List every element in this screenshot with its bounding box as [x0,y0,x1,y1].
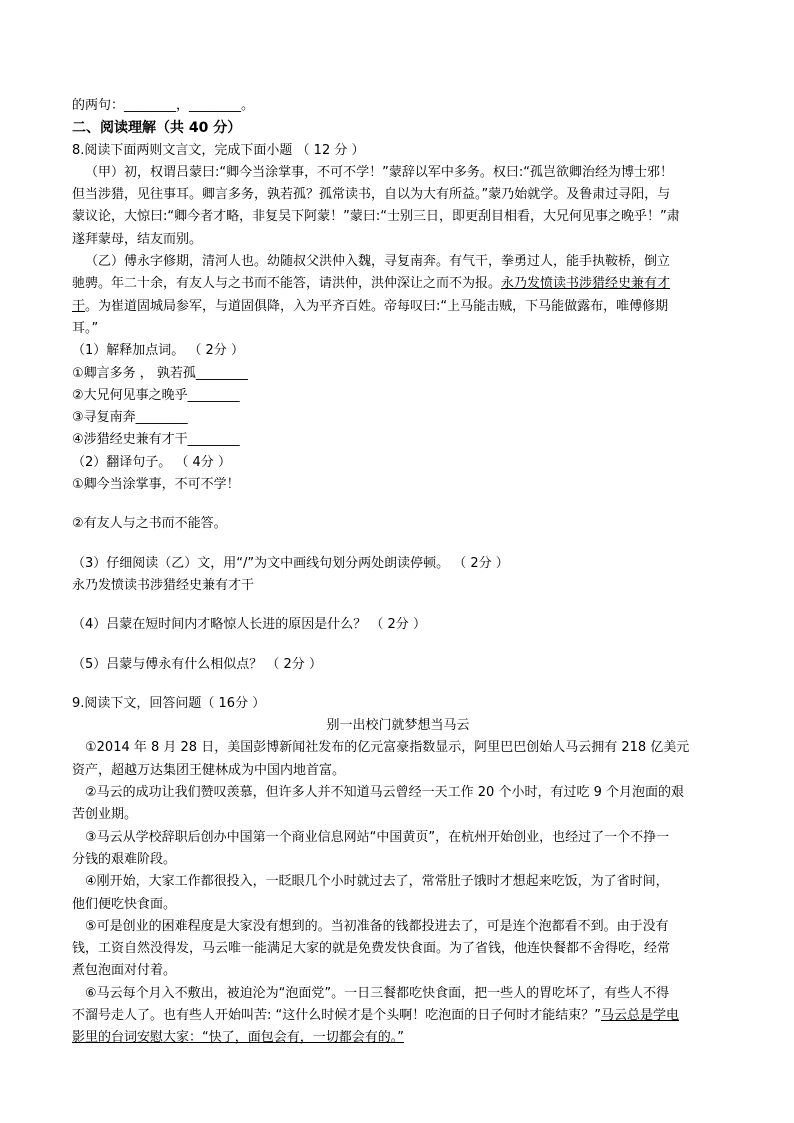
answer-space [72,536,724,553]
passage-line: 遂拜蒙母，结友而别。 [72,231,203,247]
q8-sub5-title: （5）吕蒙与傅永有什么相似点？ （ 2分 ） [72,656,322,672]
answer-space [72,676,724,693]
q8-sub1-item: ②大兄何见事之晚乎________ [72,387,240,403]
answer-space [72,496,724,513]
q8-sub3-sentence: 永乃发愤读书涉猎经史兼有才干 [72,577,255,593]
underlined-sentence-end: 干 [72,298,86,314]
article-line: ④刚开始，大家工作都很投入，一眨眼几个小时就过去了，常常肚子饿时才想起来吃饭，为了省时间， [85,874,669,890]
q8-sub3-title: （3）仔细阅读（乙）文，用“/”为文中画线句划分两处朗读停顿。 （ 2分 ） [72,555,509,571]
passage-line [72,296,724,318]
q8-passage-jia [72,162,724,251]
article-line [72,1005,724,1027]
article-line: 分钱的艰难阶段。 [72,851,177,867]
q9-title: 9.阅读下文，回答问题（ 16分 ） [72,695,266,711]
passage-line: 耳。” [72,320,99,336]
article-text: 不溜号走人了。也有些人开始叫苦: “这什么时候才是个头啊！吃泡面的日子何时才能结束？” [72,1007,601,1023]
underlined-sentence: 永乃发愤读书涉猎经史兼有才 [501,276,671,292]
passage-text: 。为崔道固城局参军，与道固俱降，入为平齐百姓。帝每叹曰:“上马能击贼，下马能做露布，唯傅修期 [85,298,669,314]
q8-title: 8.阅读下面两则文言文，完成下面小题 （ 12 分 ） [72,142,365,158]
article-line: 钱，工资自然没得发，马云唯一能满足大家的就是免费发快食面。为了省钱，他连快餐都不舍得吃，经常 [72,941,671,957]
article-line [72,1027,724,1049]
q9-article [72,737,724,1049]
passage-line: （甲）初，权谓吕蒙曰:“卿今当涂掌事，不可不学！”蒙辞以军中多务。权曰:“孤岂欲卿治经为博士邪！ [85,164,673,180]
q8-sub1-title: （1）解释加点词。 （ 2分 ） [72,343,244,359]
answer-space [72,637,724,654]
exam-page [72,95,724,1050]
passage-line: 蒙议论，大惊曰:“卿今者才略，非复吴下阿蒙！”蒙曰:“士别三日，即更刮目相看，大兄何见事之晚乎！”肃 [72,209,680,225]
section-title: 二、阅读理解（共 40 分） [72,120,242,137]
article-title: 别一出校门就梦想当马云 [326,718,470,734]
q8-passage-yi [72,251,724,340]
q8-sub1-item: ④涉猎经史兼有才干________ [72,432,240,448]
article-line: ⑥马云每个月入不敷出，被迫沦为“泡面党”。一日三餐都吃快食面，把一些人的胃吃坏了，有些人不得 [85,985,670,1001]
article-line: 煮包泡面对付着。 [72,963,177,979]
article-line: ③马云从学校辞职后创办中国第一个商业信息网站“中国黄页”，在杭州开始创业，也经过了一个不挣一 [85,829,670,845]
answer-space [72,597,724,614]
q8-sub2-item: ②有友人与之书而不能答。 [72,516,227,532]
article-line: 资产，超越万达集团王健林成为中国内地首富。 [72,762,346,778]
article-line: ①2014 年 8 月 28 日，美国彭博新闻社发布的亿元富豪指数显示，阿里巴巴创始人马云拥有 218 亿美元 [85,740,690,756]
q8-sub4-title: （4）吕蒙在短时间内才略惊人长进的原因是什么？ （ 2分 ） [72,617,426,633]
underlined-sentence: 马云总是学电 [600,1007,679,1023]
passage-line [72,273,724,295]
underlined-sentence-end: 影里的台词安慰大家：“快了，面包会有，一切都会有的。” [72,1030,404,1046]
passage-line: 但当涉猎，见往事耳。卿言多务，孰若孤？孤常读书，自以为大有所益。”蒙乃始就学。及鲁肃过寻阳，与 [72,187,671,203]
previous-question-tail: 的两句：________，________。 [72,98,255,113]
passage-line: （乙）傅永字修期，清河人也。幼随叔父洪仲入魏，寻复南奔。有气干，拳勇过人，能手执鞍桥，倒立 [85,254,671,270]
passage-text: 驰骋。年二十余，有友人与之书而不能答，请洪仲，洪仲深让之而不为报。 [72,276,502,292]
q8-sub1-item: ③寻复南奔________ [72,410,188,426]
q8-sub1-item: ①卿言多务 ， 孰若孤________ [72,365,248,381]
article-line: ⑤可是创业的困难程度是大家没有想到的。当初准备的钱都投进去了，可是连个泡都看不到。由于没有 [85,918,669,934]
q8-sub2-item: ①卿今当涂掌事，不可不学！ [72,477,240,493]
article-line: 他们便吃快食面。 [72,896,177,912]
q8-sub2-title: （2）翻译句子。 （ 4分 ） [72,454,231,470]
article-line: ②马云的成功让我们赞叹羡慕，但许多人并不知道马云曾经一天工作 20 个小时，有过吃 9 个月泡面的艰 [85,785,684,801]
article-line: 苦创业期。 [72,807,138,823]
